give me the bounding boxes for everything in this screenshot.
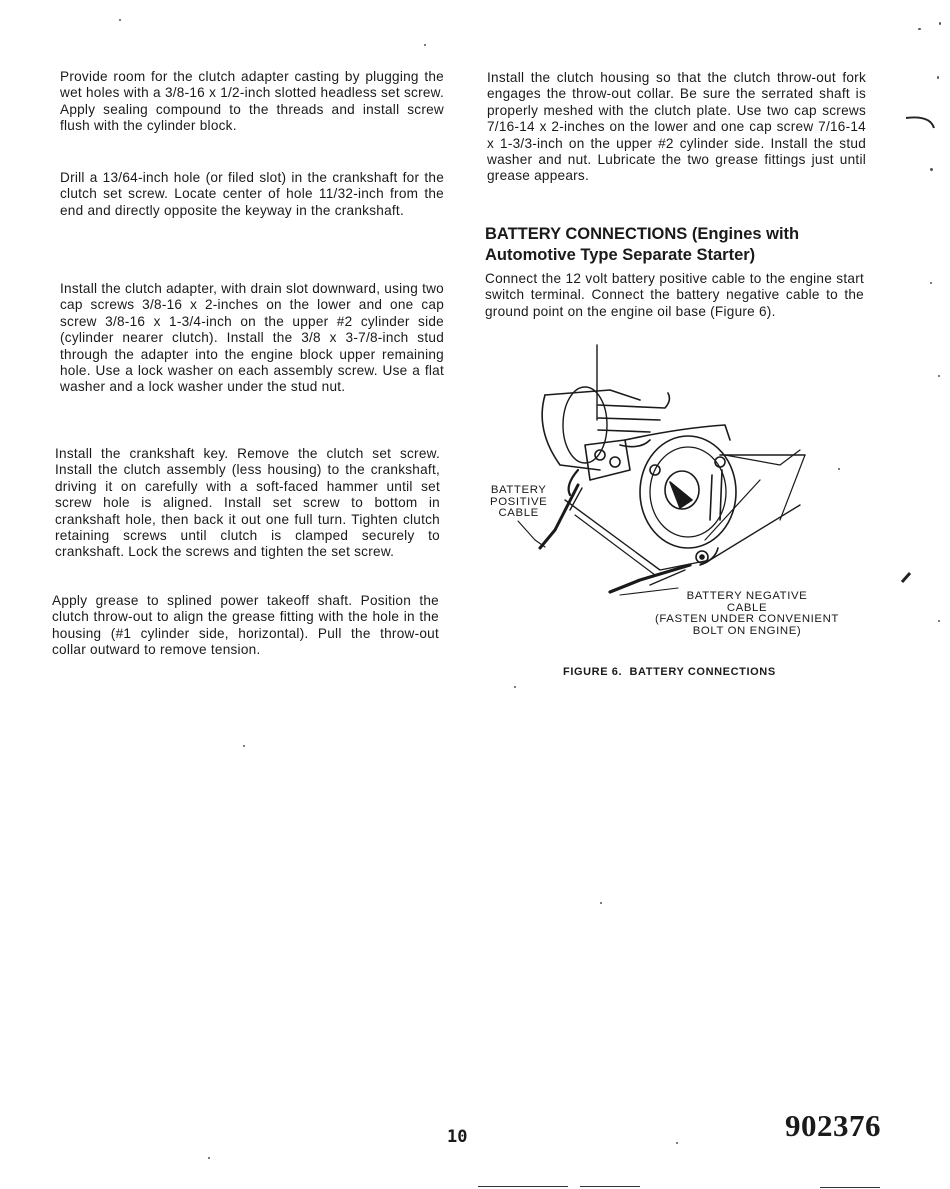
left-paragraph-4: Install the crankshaft key. Remove the clutch set screw. Install the clutch assembly (less housing) to the crankshaft, driving it on carefully with a soft-faced hammer until set screw hole is aligned. Install set screw to bottom in crankshaft hole, then back it out one full turn. Tighten clutch retaining screws until clutch is clamped securely to crankshaft. Lock the screws and tighten the set screw. [55,446,440,560]
section-heading: BATTERY CONNECTIONS (Engines with Automotive Type Separate Starter) [485,225,800,264]
document-number: 902376 [785,1108,881,1143]
left-paragraph-1: Provide room for the clutch adapter casting by plugging the wet holes with a 3/8-16 x 1/2-inch slotted headless set screw. Apply sealing compound to the threads and install screw flush with the cylinder block. [60,69,444,134]
right-paragraph-1: Install the clutch housing so that the clutch throw-out fork engages the throw-out collar. Be sure the serrated shaft is properly meshed with the clutch plate. Use two cap screws 7/16-14 x 2-inches on the lower and one cap screw 7/16-14 x 1-3/3-inch on the upper #2 cylinder side. Install the stud washer and nut. Lubricate the two grease fittings just until grease appears. [487,70,866,184]
left-paragraph-5: Apply grease to splined power takeoff shaft. Position the clutch throw-out to align the grease fitting with the hole in the housing (#1 cylinder side, horizontal). Pull the throw-out collar outward to remove tension. [52,593,439,658]
label-battery-negative-cable: BATTERY NEGATIVE CABLE (FASTEN UNDER CONVENIENT BOLT ON ENGINE) [654,590,839,637]
page-number: 10 [447,1127,468,1147]
label-battery-positive-cable: BATTERY POSITIVE CABLE [490,484,548,520]
left-paragraph-3: Install the clutch adapter, with drain slot downward, using two cap screws 3/8-16 x 2-inches on the lower and one cap screw 3/8-16 x 1-3/4-inch on the upper #2 cylinder side (cylinder nearer clutch). Install the 3/8 x 3-7/8-inch stud through the adapter into the engine block upper remaining hole. Use a lock washer on each assembly screw. Use a flat washer and a lock washer under the stud nut. [60,281,444,395]
left-paragraph-2: Drill a 13/64-inch hole (or filed slot) in the crankshaft for the clutch set screw. Locate center of hole 11/32-inch from the end and directly opposite the keyway in the crankshaft. [60,170,444,218]
figure-caption: FIGURE 6. BATTERY CONNECTIONS [563,666,776,678]
right-paragraph-2: Connect the 12 volt battery positive cable to the engine start switch terminal. Connect the battery negative cable to the ground point on the engine oil base (Figure 6). [485,271,864,319]
